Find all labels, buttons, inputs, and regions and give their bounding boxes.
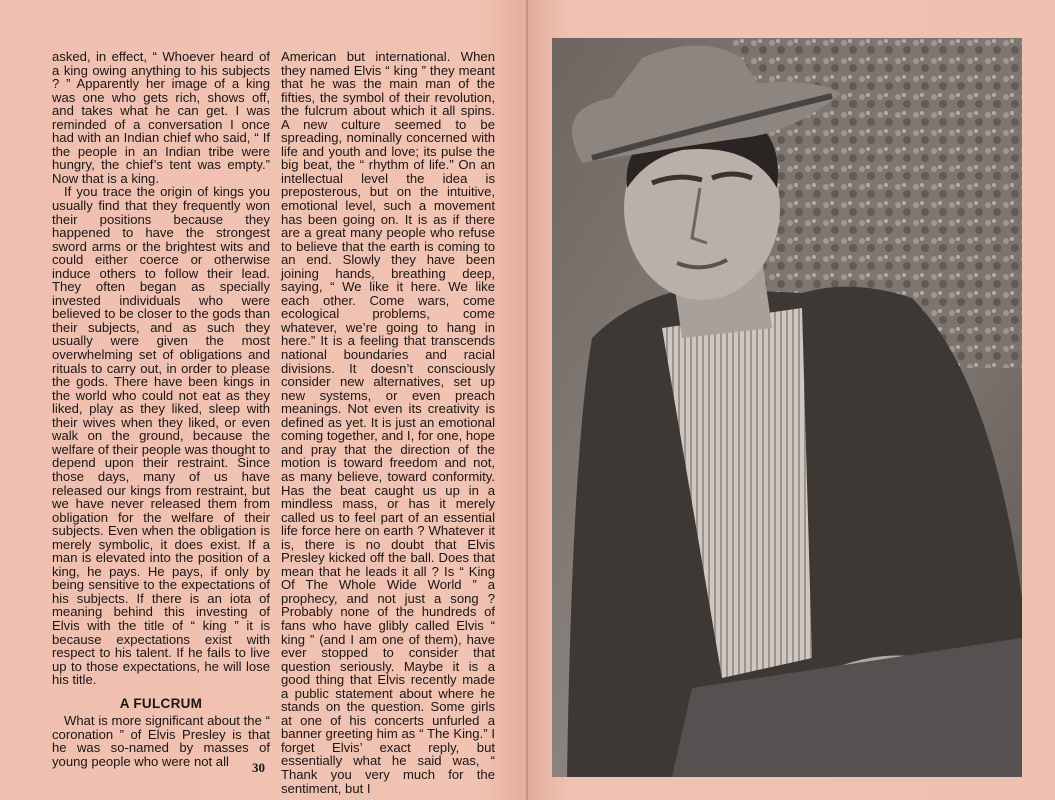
article-column-2	[281, 50, 495, 795]
paragraph-4: American but international. When they named Elvis “ king ” they meant that he was the main man of the fifties, the symbol of their revolution, the fulcrum about which it all spins. A new culture seemed to be spreading, nominally concerned with life and youth and love; its pulse the big beat, the “ rhythm of life.” On an intellectual level the idea is preposterous, but on the intuitive, emotional level, such a movement has been going on. It is as if there are a great many people who refuse to believe that the earth is coming to an end. Slowly they have been joining hands, breathing deep, saying, “ We like it here. We like each other. Come wars, come ecological problems, come whatever, we’re going to hang in here.” It is a feeling that transcends national boundaries and racial divisions. It doesn’t consciously consider new alternatives, set up new systems, or even preach meanings. Not even its creativity is defined as yet. It is just an emotional coming together, and I, for one, hope and pray that the direction of the motion is toward freedom and not, as many believe, toward conformity. Has the beat caught us up in a mindless mass, or has it merely called us to feel part of an essential life force here on earth ? Whatever it is, there is no doubt that Elvis Presley kicked off the ball. Does that mean that he leads it all ? Is “ King Of The Whole Wide World ” a prophecy, and not just a song ? Probably none of the hundreds of fans who have glibly called Elvis “ king ” (and I am one of them), have ever stopped to consider that question seriously. Maybe it is a good thing that Elvis recently made a public statement about where he stands on the question. Some girls at one of his concerts unfurled a banner greeting him as “ The King.” I forget Elvis’ exact reply, but essentially what he said was, “ Thank you very much for the sentiment, but I	[281, 49, 496, 796]
paragraph-3: What is more significant about the “ coronation ” of Elvis Presley is that he was so-named by masses of young people who were not all	[52, 713, 270, 769]
section-heading: A FULCRUM	[119, 695, 203, 711]
paragraph-2: If you trace the origin of kings you usually find that they frequently won their positions because they happened to have the strongest sword arms or the brightest wits and could either coerce or otherwise induce others to follow their lead. They often began as specially invested individuals who were believed to be closer to the gods than their subjects, and as such they usually were given the most overwhelming set of obligations and rituals to carry out, in order to please the gods. There have been kings in the world who could not eat as they liked, play as they liked, sleep with their wives when they liked, or even walk on the ground, because the welfare of their people was thought to depend upon their restraint. Since those days, many of us have released our kings from restraint, but we have never released them from obligation for the welfare of their subjects. Even when the obligation is merely symbolic, it does exist. If a man is elevated into the position of a king, he pays. He pays, if only by being sensitive to the expectations of his subjects. If there is an iota of meaning behind this investing of Elvis with the title of “ king ” it is because expectations exist with respect to his talent. If he fails to live up to those expectations, he will lose his title.	[52, 184, 270, 688]
paragraph-1: asked, in effect, “ Whoever heard of a king owing anything to his subjects ? ” Apparently her image of a king was one who gets rich, shows off, and takes what he can get. I was reminded of a conversation I once had with an Indian chief who said, “ If the people in an Indian tribe were hungry, the chief’s tent was empty.” Now that is a king.	[52, 49, 270, 186]
article-column-1	[52, 50, 270, 768]
page-number: 30	[252, 760, 265, 775]
portrait-photo-icon	[552, 38, 1022, 777]
